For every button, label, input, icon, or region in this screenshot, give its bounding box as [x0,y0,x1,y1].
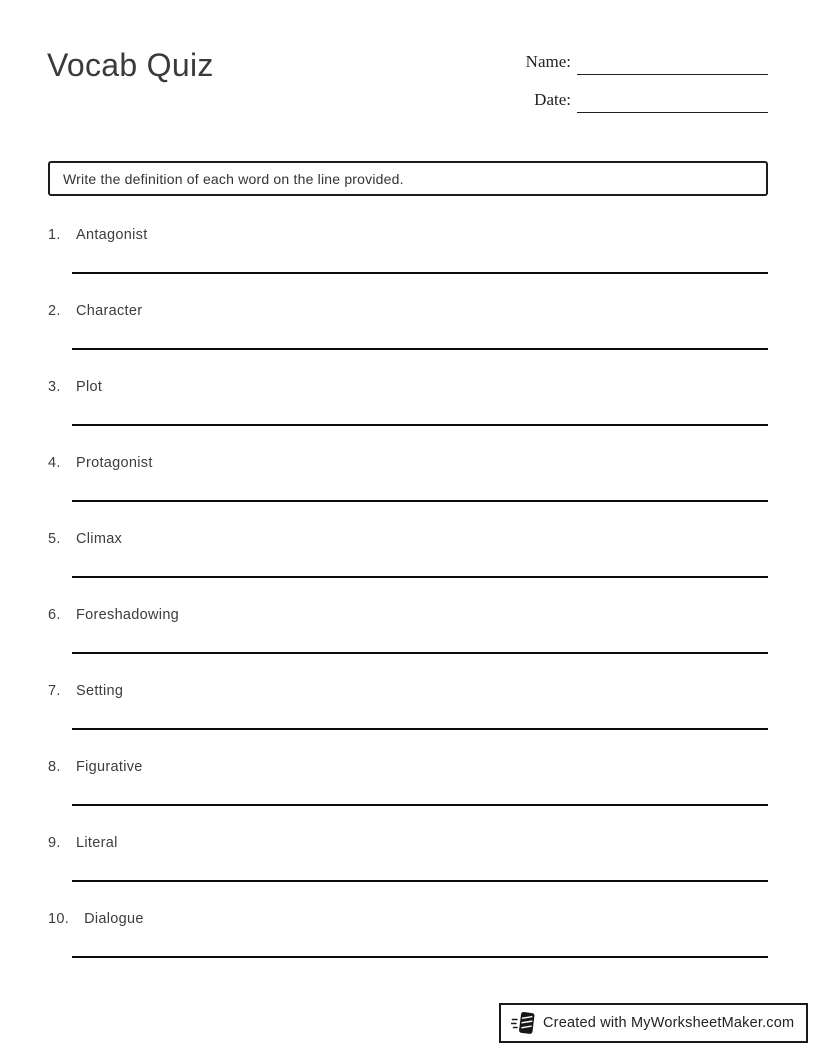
item-word: Antagonist [76,227,148,243]
quiz-item [48,607,768,683]
name-label: Name: [525,52,571,71]
item-word: Protagonist [76,455,153,471]
instructions-box [48,161,768,196]
item-number: 6. [48,607,61,623]
quiz-item [48,455,768,531]
attribution-box [499,1003,808,1043]
item-number: 5. [48,531,61,547]
item-word: Plot [76,379,103,395]
item-word: Character [76,303,143,319]
item-word: Climax [76,531,123,547]
quiz-item [48,911,768,987]
answer-line [72,500,768,502]
answer-line [72,576,768,578]
answer-line [72,728,768,730]
quiz-item-list [48,227,768,987]
quiz-item-row [48,759,143,776]
quiz-item [48,531,768,607]
item-number: 3. [48,379,61,395]
date-field-row [508,86,768,113]
date-blank-line [577,89,768,113]
page-title: Vocab Quiz [47,47,214,83]
quiz-item-row [48,911,144,928]
date-label: Date: [534,90,571,109]
item-number: 7. [48,683,61,699]
item-number: 1. [48,227,61,243]
quiz-item-row [48,379,102,396]
answer-line [72,652,768,654]
quiz-item-row [48,455,153,472]
quiz-item-row [48,607,179,624]
attribution-text: Created with MyWorksheetMaker.com [543,1015,795,1031]
name-date-block [508,48,768,124]
instructions-text: Write the definition of each word on the line provided. [63,170,404,187]
quiz-item-row [48,835,118,852]
flying-worksheet-icon [511,1010,535,1037]
name-field-row [508,48,768,75]
name-blank-line [577,51,768,75]
quiz-item [48,759,768,835]
quiz-item [48,379,768,455]
item-number: 10. [48,911,70,927]
item-word: Foreshadowing [76,607,180,623]
quiz-item-row [48,531,122,548]
answer-line [72,880,768,882]
item-number: 2. [48,303,61,319]
item-word: Literal [76,835,118,851]
quiz-item [48,835,768,911]
answer-line [72,348,768,350]
item-word: Figurative [76,759,143,775]
item-word: Setting [76,683,124,699]
quiz-item [48,303,768,379]
quiz-item [48,683,768,759]
answer-line [72,424,768,426]
item-number: 4. [48,455,61,471]
item-word: Dialogue [84,911,144,927]
answer-line [72,272,768,274]
item-number: 8. [48,759,61,775]
answer-line [72,804,768,806]
item-number: 9. [48,835,61,851]
quiz-item-row [48,227,148,244]
quiz-item [48,227,768,303]
quiz-item-row [48,683,123,700]
quiz-item-row [48,303,142,320]
answer-line [72,956,768,958]
